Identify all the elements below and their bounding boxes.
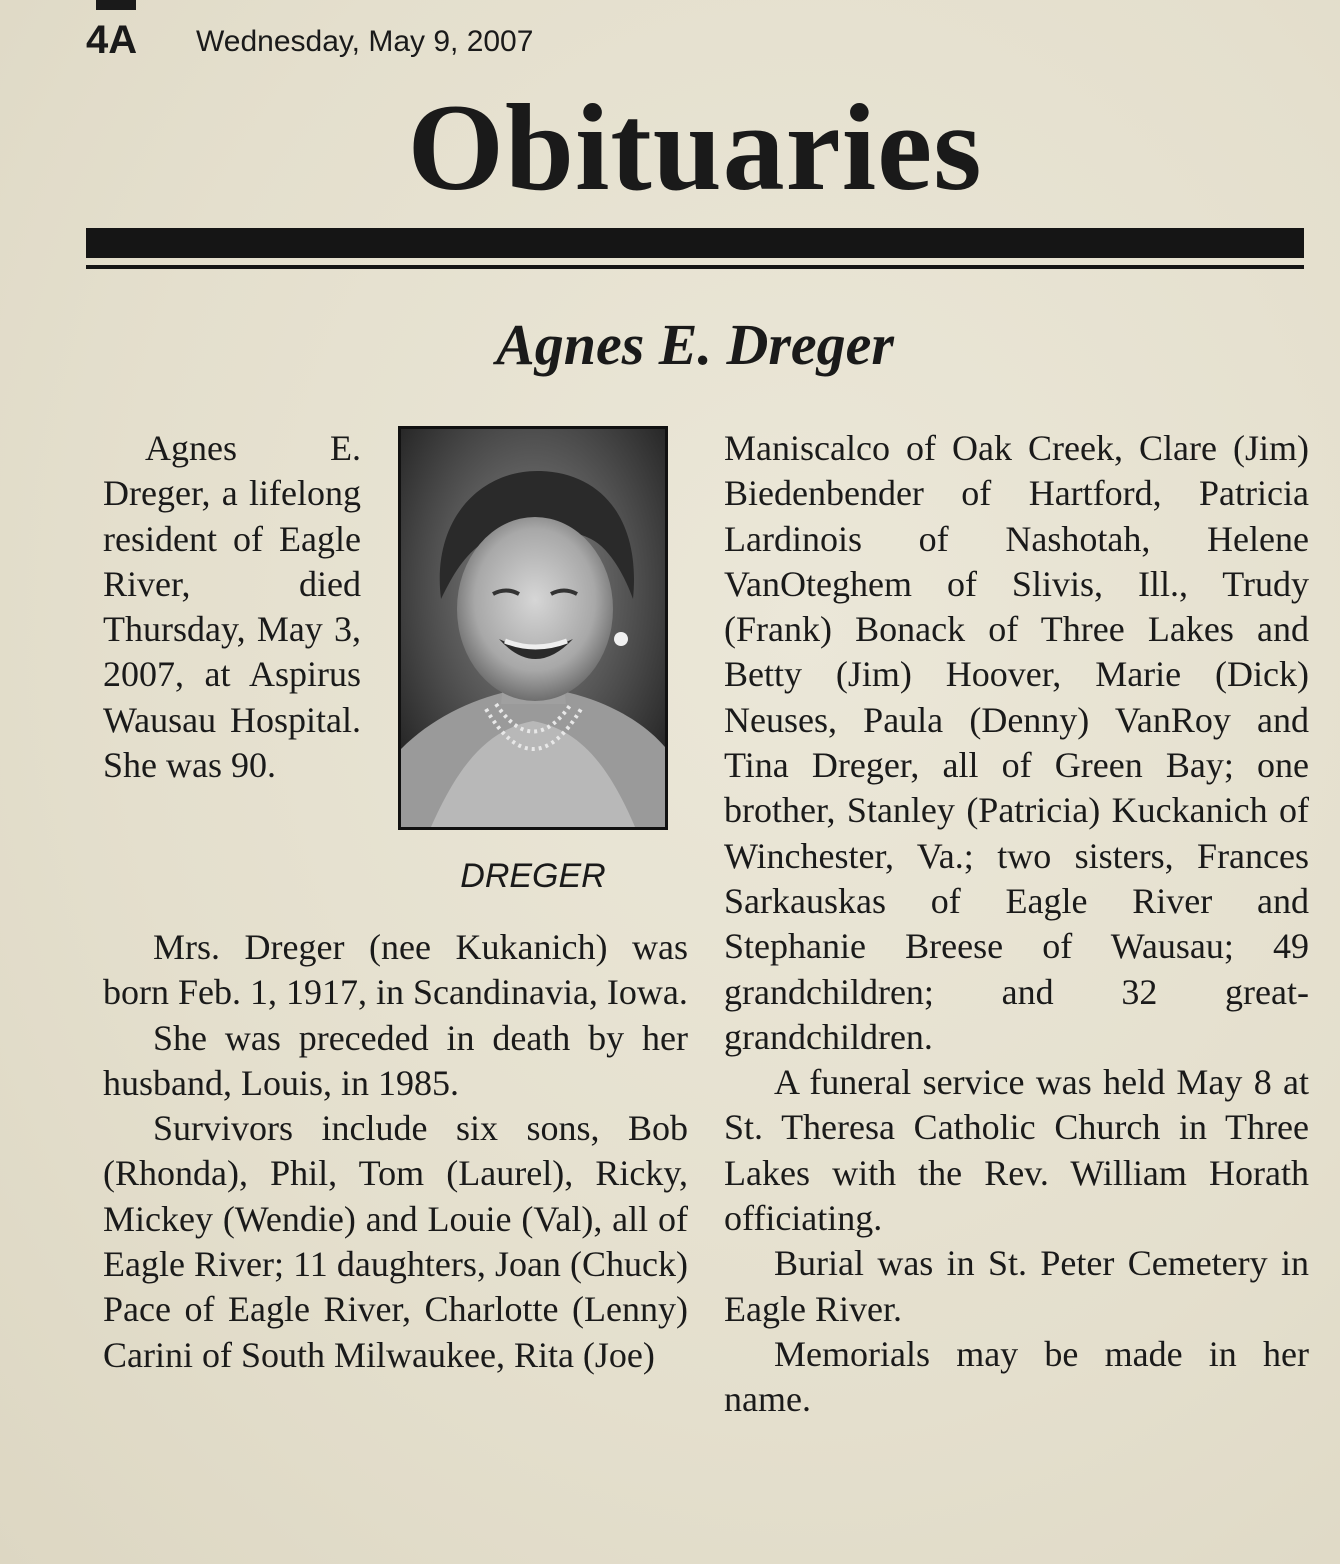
right-column	[724, 426, 1309, 1423]
birth-paragraph: Mrs. Dreger (nee Kukanich) was born Feb. 1, 1917, in Scandinavia, Iowa.	[103, 927, 688, 1013]
survivors-paragraph: Survivors include six sons, Bob (Rhonda), Phil, Tom (Laurel), Ricky, Mickey (Wendie) and Louie (Val), all of Eagle River; 11 daughters, Joan (Chuck) Pace of Eagle River, Charlotte (Lenny) Carini of South Milwaukee, Rita (Joe)	[103, 1108, 688, 1375]
portrait-image	[401, 429, 665, 827]
section-title: Obituaries	[407, 79, 983, 216]
publication-date: Wednesday, May 9, 2007	[196, 25, 534, 58]
section-rule-thick	[86, 228, 1304, 258]
burial-paragraph: Burial was in St. Peter Cemetery in Eagle River.	[724, 1243, 1309, 1329]
photo-caption: DREGER	[460, 857, 606, 895]
masthead-edge-mark	[96, 0, 136, 10]
section-rule-thin	[86, 265, 1304, 269]
funeral-paragraph: A funeral service was held May 8 at St. Theresa Catholic Church in Three Lakes with the Rev. William Horath officiating.	[724, 1062, 1309, 1239]
portrait-photo	[398, 426, 668, 830]
memorials-paragraph: Memorials may be made in her name.	[724, 1333, 1309, 1420]
page-number: 4A	[86, 18, 138, 62]
preceded-paragraph: She was preceded in death by her husband, Louis, in 1985.	[103, 1017, 688, 1103]
left-column	[103, 925, 688, 1378]
survivors-continuation: Maniscalco of Oak Creek, Clare (Jim) Biedenbender of Hartford, Patricia Lardinois of Nashotah, Helene VanOteghem of Slivis, Ill., Trudy (Frank) Bonack of Three Lakes and Betty (Jim) Hoover, Marie (Dick) Neuses, Paula (Denny) VanRoy and Tina Dreger, all of Green Bay; one brother, Stanley (Patricia) Kuckanich of Winchester, Va.; two sisters, Frances Sarkauskas of Eagle River and Stephanie Breese of Wausau; 49 grandchildren; and 32 great-grandchildren.	[724, 428, 1309, 1057]
obituary-intro: Agnes E. Dreger, a lifelong resident of Eagle River, died Thursday, May 3, 2007, at Aspirus Wausau Hospital. She was 90.	[103, 428, 361, 786]
obituary-name-heading: Agnes E. Dreger	[496, 312, 894, 377]
